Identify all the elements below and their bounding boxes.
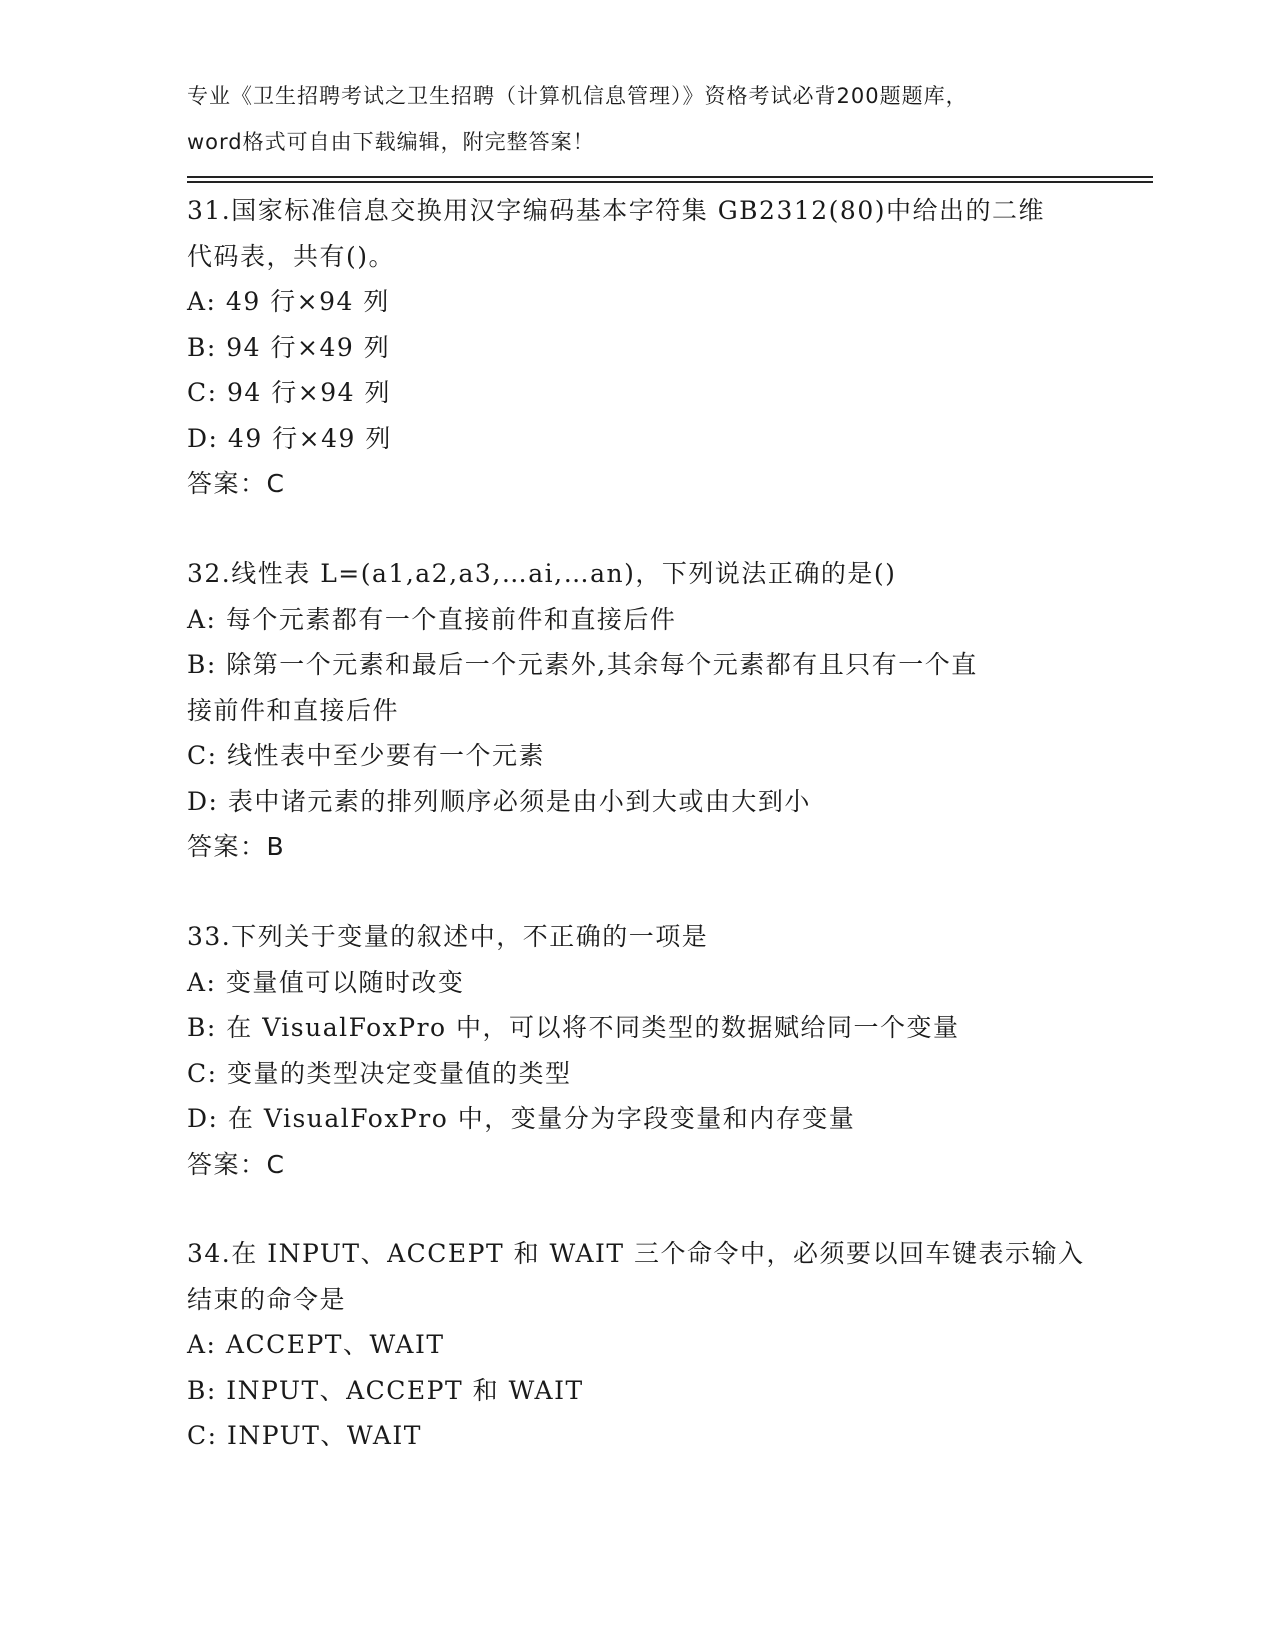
option-c: C: 线性表中至少要有一个元素 [187, 741, 545, 770]
question-stem: 代码表，共有()。 [187, 241, 396, 271]
option-a: A: 每个元素都有一个直接前件和直接后件 [187, 604, 677, 634]
option-b: B: 94 行×49 列 [187, 332, 391, 362]
option-c: C: 变量的类型决定变量值的类型 [187, 1058, 572, 1088]
option-b-continued: 接前件和直接后件 [187, 695, 400, 725]
question-32 [187, 551, 1067, 870]
option-d: D: 在 VisualFoxPro 中，变量分为字段变量和内存变量 [187, 1104, 856, 1133]
option-a: A: ACCEPT、WAIT [187, 1330, 445, 1359]
option-c: C: 94 行×94 列 [187, 378, 391, 407]
question-stem: 结束的命令是 [187, 1284, 347, 1314]
question-stem: 31.国家标准信息交换用汉字编码基本字符集 GB2312(80)中给出的二维 [187, 196, 1045, 225]
option-a: A: 49 行×94 列 [187, 287, 390, 316]
question-31 [187, 188, 1067, 507]
header-line-1: 专业《卫生招聘考试之卫生招聘（计算机信息管理）》资格考试必背200题题库， [187, 84, 968, 108]
question-34 [187, 1231, 1085, 1459]
option-b: B: 除第一个元素和最后一个元素外,其余每个元素都有且只有一个直 [187, 650, 978, 679]
header-divider-top [187, 176, 1153, 178]
option-a: A: 变量值可以随时改变 [187, 967, 465, 997]
option-b: B: 在 VisualFoxPro 中，可以将不同类型的数据赋给同一个变量 [187, 1013, 960, 1042]
question-stem: 33.下列关于变量的叙述中，不正确的一项是 [187, 922, 709, 951]
question-33 [187, 914, 1067, 1187]
header-line-2: word格式可自由下载编辑，附完整答案！ [187, 129, 595, 154]
question-stem: 32.线性表 L=(a1,a2,a3,…ai,…an)，下列说法正确的是() [187, 559, 897, 588]
option-c: C: INPUT、WAIT [187, 1421, 422, 1450]
question-stem: 34.在 INPUT、ACCEPT 和 WAIT 三个命令中，必须要以回车键表示输入 [187, 1239, 1085, 1268]
answer: 答案：B [187, 832, 286, 861]
header-divider-bottom [187, 181, 1153, 183]
document-header [187, 74, 1087, 165]
answer: 答案：C [187, 469, 286, 498]
option-d: D: 49 行×49 列 [187, 423, 392, 453]
answer: 答案：C [187, 1149, 286, 1179]
option-b: B: INPUT、ACCEPT 和 WAIT [187, 1375, 584, 1405]
option-d: D: 表中诸元素的排列顺序必须是由小到大或由大到小 [187, 786, 811, 816]
